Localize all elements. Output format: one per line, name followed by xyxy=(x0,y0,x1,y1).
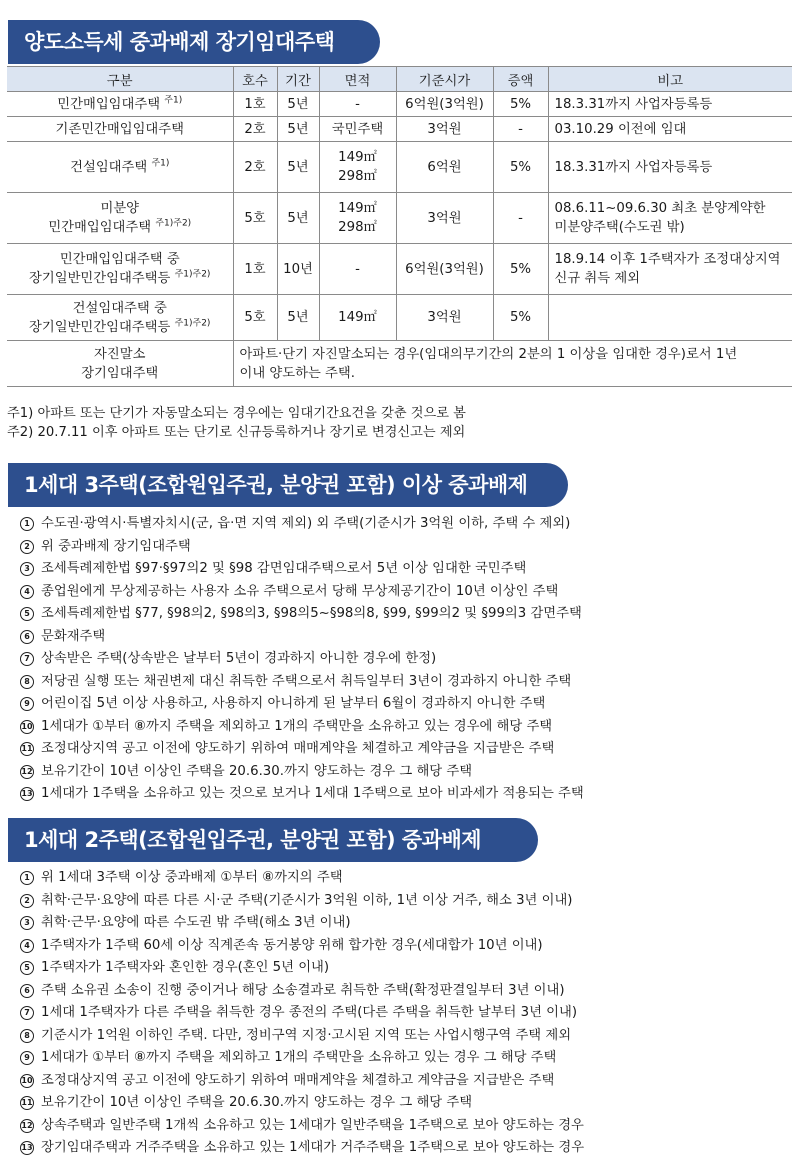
row-category xyxy=(7,92,233,117)
row-area: - xyxy=(319,244,396,295)
item-number-badge: 6 xyxy=(20,984,34,998)
list-item-text: 위 중과배제 장기임대주택 xyxy=(41,538,191,554)
list-item xyxy=(20,693,584,716)
row-standard-price: 6억원(3억원) xyxy=(396,244,493,295)
list-item xyxy=(20,558,584,581)
row-category-text: 민간매입임대주택 xyxy=(57,96,161,112)
list-item xyxy=(20,1137,584,1160)
list-item xyxy=(20,935,584,958)
list-item xyxy=(20,1092,584,1115)
list-item xyxy=(20,890,584,913)
item-number-badge: 4 xyxy=(20,585,34,599)
list-item xyxy=(20,1002,584,1025)
list-item-text: 보유기간이 10년 이상인 주택을 20.6.30.까지 양도하는 경우 그 해당 주택 xyxy=(41,1095,473,1110)
list-item xyxy=(20,1025,584,1048)
item-number-badge: 9 xyxy=(20,697,34,711)
list-item-text: 조정대상지역 공고 이전에 양도하기 위하여 매매계약을 체결하고 계약금을 지급받은 주택 xyxy=(41,1072,555,1088)
row-category-text: 건설임대주택 중 장기일반민간임대주택등 xyxy=(29,300,171,335)
row-footnote-ref: 주1)주2) xyxy=(155,218,192,229)
row-standard-price: 3억원 xyxy=(396,295,493,341)
row-period: 5년 xyxy=(277,117,319,142)
table-footnotes xyxy=(7,404,466,442)
row-period: 5년 xyxy=(277,193,319,244)
row-remark: 18.9.14 이후 1주택자가 조정대상지역 신규 취득 제외 xyxy=(548,244,792,295)
item-number-badge: 3 xyxy=(20,562,34,576)
row-category xyxy=(7,117,233,142)
table-row xyxy=(7,193,792,244)
list-item-text: 조세특례제한법 §97·§97의2 및 §98 감면임대주택으로서 5년 이상 임대한 국민주택 xyxy=(41,561,527,576)
list-item-text: 1세대가 1주택을 소유하고 있는 것으로 보거나 1세대 1주택으로 보아 비과세가 적용되는 주택 xyxy=(41,786,584,801)
row-increase: 5% xyxy=(493,92,548,117)
item-number-badge: 7 xyxy=(20,1006,34,1020)
list-item xyxy=(20,1047,584,1070)
row-description: 아파트·단기 자진말소되는 경우(임대의무기간의 2분의 1 이상을 임대한 경우)로서 1년 이내 양도하는 주택. xyxy=(233,341,792,387)
item-number-badge: 11 xyxy=(20,1096,34,1110)
header-count: 호수 xyxy=(233,67,277,92)
row-increase: 5% xyxy=(493,244,548,295)
list-item-text: 조정대상지역 공고 이전에 양도하기 위하여 매매계약을 체결하고 계약금을 지급받은 주택 xyxy=(41,741,555,756)
list-item-text: 종업원에게 무상제공하는 사용자 소유 주택으로서 당해 무상제공기간이 10년 이상인 주택 xyxy=(41,583,559,599)
header-increase: 증액 xyxy=(493,67,548,92)
table-row xyxy=(7,295,792,341)
row-period: 10년 xyxy=(277,244,319,295)
footnote-2: 주2) 20.7.11 이후 아파트 또는 단기로 신규등록하거나 장기로 변경신고는 제외 xyxy=(7,425,466,440)
list-item-text: 취학·근무·요양에 따른 다른 시·군 주택(기준시가 3억원 이하, 1년 이상 거주, 해소 3년 이내) xyxy=(41,892,573,908)
list-item-text: 조세특례제한법 §77, §98의2, §98의3, §98의5~§98의8, §99, §99의2 및 §99의3 감면주택 xyxy=(41,606,582,621)
section2-title: 1세대 3주택(조합원입주권, 분양권 포함) 이상 중과배제 xyxy=(8,463,568,507)
item-number-badge: 8 xyxy=(20,675,34,689)
item-number-badge: 5 xyxy=(20,961,34,975)
list-item-text: 기준시가 1억원 이하인 주택. 다만, 정비구역 지정·고시된 지역 또는 사업시행구역 주택 제외 xyxy=(41,1027,572,1043)
row-category: 자진말소 장기임대주택 xyxy=(7,341,233,387)
row-category-text: 민간매입임대주택 중 장기일반민간임대주택등 xyxy=(29,252,180,286)
list-item-text: 어린이집 5년 이상 사용하고, 사용하지 아니하게 된 날부터 6월이 경과하지 아니한 주택 xyxy=(41,696,546,711)
row-remark: 03.10.29 이전에 임대 xyxy=(548,117,792,142)
item-number-badge: 6 xyxy=(20,630,34,644)
row-count: 5호 xyxy=(233,295,277,341)
item-number-badge: 10 xyxy=(20,720,34,734)
list-item xyxy=(20,1070,584,1093)
row-count: 2호 xyxy=(233,142,277,193)
row-footnote-ref: 주1) xyxy=(164,95,183,106)
table-header-row xyxy=(7,67,792,92)
row-area: 149㎡ 298㎡ xyxy=(319,193,396,244)
list-item xyxy=(20,581,584,604)
row-period: 5년 xyxy=(277,92,319,117)
list-item-text: 장기임대주택과 거주주택을 소유하고 있는 1세대가 거주주택을 1주택으로 보아 양도하는 경우 xyxy=(41,1140,585,1155)
list-item-text: 1주택자가 1주택자와 혼인한 경우(혼인 5년 이내) xyxy=(41,960,330,975)
row-footnote-ref: 주1)주2) xyxy=(174,269,211,280)
list-item xyxy=(20,738,584,761)
item-number-badge: 2 xyxy=(20,540,34,554)
list-item xyxy=(20,761,584,784)
row-standard-price: 6억원 xyxy=(396,142,493,193)
row-area: 149㎡ 298㎡ xyxy=(319,142,396,193)
list-item xyxy=(20,912,584,935)
item-number-badge: 13 xyxy=(20,787,34,801)
row-category-text: 건설임대주택 xyxy=(70,159,148,175)
three-house-exclusion-list xyxy=(20,513,584,806)
row-footnote-ref: 주1) xyxy=(151,158,170,169)
item-number-badge: 1 xyxy=(20,517,34,531)
row-period: 5년 xyxy=(277,295,319,341)
row-standard-price: 6억원(3억원) xyxy=(396,92,493,117)
item-number-badge: 8 xyxy=(20,1029,34,1043)
item-number-badge: 7 xyxy=(20,652,34,666)
item-number-badge: 1 xyxy=(20,871,34,885)
list-item-text: 수도권·광역시·특별자치시(군, 읍·면 지역 제외) 외 주택(기준시가 3억원 이하, 주택 수 제외) xyxy=(41,516,571,531)
row-category xyxy=(7,193,233,244)
list-item xyxy=(20,716,584,739)
row-footnote-ref: 주1)주2) xyxy=(174,318,211,329)
list-item xyxy=(20,867,584,890)
row-category xyxy=(7,295,233,341)
row-area: 국민주택 xyxy=(319,117,396,142)
long-term-rental-table xyxy=(7,66,792,387)
row-increase: 5% xyxy=(493,295,548,341)
item-number-badge: 10 xyxy=(20,1074,34,1088)
item-number-badge: 3 xyxy=(20,916,34,930)
list-item-text: 취학·근무·요양에 따른 수도권 밖 주택(해소 3년 이내) xyxy=(41,915,351,930)
row-category-text: 기존민간매입임대주택 xyxy=(55,121,184,137)
row-remark: 18.3.31까지 사업자등록등 xyxy=(548,92,792,117)
list-item xyxy=(20,536,584,559)
row-category xyxy=(7,244,233,295)
row-remark xyxy=(548,295,792,341)
list-item-text: 문화재주택 xyxy=(41,628,106,644)
row-remark: 18.3.31까지 사업자등록등 xyxy=(548,142,792,193)
list-item-text: 1세대가 ①부터 ⑧까지 주택을 제외하고 1개의 주택만을 소유하고 있는 경우에 해당 주택 xyxy=(41,718,553,734)
list-item-text: 1세대 1주택자가 다른 주택을 취득한 경우 종전의 주택(다른 주택을 취득한 날부터 3년 이내) xyxy=(41,1005,578,1020)
item-number-badge: 12 xyxy=(20,765,34,779)
list-item xyxy=(20,671,584,694)
item-number-badge: 2 xyxy=(20,894,34,908)
row-count: 5호 xyxy=(233,193,277,244)
item-number-badge: 5 xyxy=(20,607,34,621)
item-number-badge: 11 xyxy=(20,742,34,756)
header-area: 면적 xyxy=(319,67,396,92)
row-area: 149㎡ xyxy=(319,295,396,341)
header-category: 구분 xyxy=(7,67,233,92)
table-row xyxy=(7,244,792,295)
list-item-text: 1세대가 ①부터 ⑧까지 주택을 제외하고 1개의 주택만을 소유하고 있는 경우 그 해당 주택 xyxy=(41,1050,557,1065)
item-number-badge: 13 xyxy=(20,1141,34,1155)
row-standard-price: 3억원 xyxy=(396,117,493,142)
header-period: 기간 xyxy=(277,67,319,92)
row-count: 1호 xyxy=(233,92,277,117)
list-item-text: 위 1세대 3주택 이상 중과배제 ①부터 ⑧까지의 주택 xyxy=(41,870,343,885)
header-remarks: 비고 xyxy=(548,67,792,92)
section1-title: 양도소득세 중과배제 장기임대주택 xyxy=(8,20,380,64)
row-count: 1호 xyxy=(233,244,277,295)
row-category-text: 미분양 민간매입임대주택 xyxy=(48,201,152,235)
table-row xyxy=(7,142,792,193)
list-item xyxy=(20,1115,584,1138)
list-item xyxy=(20,648,584,671)
item-number-badge: 4 xyxy=(20,939,34,953)
row-increase: 5% xyxy=(493,142,548,193)
row-category xyxy=(7,142,233,193)
row-count: 2호 xyxy=(233,117,277,142)
list-item-text: 상속받은 주택(상속받은 날부터 5년이 경과하지 아니한 경우에 한정) xyxy=(41,651,437,666)
item-number-badge: 12 xyxy=(20,1119,34,1133)
table-row xyxy=(7,117,792,142)
item-number-badge: 9 xyxy=(20,1051,34,1065)
two-house-exclusion-list xyxy=(20,867,584,1160)
list-item xyxy=(20,980,584,1003)
row-increase: - xyxy=(493,193,548,244)
list-item xyxy=(20,783,584,806)
list-item xyxy=(20,513,584,536)
list-item-text: 1주택자가 1주택 60세 이상 직계존속 동거봉양 위해 합가한 경우(세대합가 10년 이내) xyxy=(41,937,543,953)
table-row xyxy=(7,92,792,117)
footnote-1: 주1) 아파트 또는 단기가 자동말소되는 경우에는 임대기간요건을 갖춘 것으로 봄 xyxy=(7,406,466,421)
header-standard-price: 기준시가 xyxy=(396,67,493,92)
section3-title: 1세대 2주택(조합원입주권, 분양권 포함) 중과배제 xyxy=(8,818,538,862)
row-standard-price: 3억원 xyxy=(396,193,493,244)
list-item xyxy=(20,957,584,980)
list-item-text: 상속주택과 일반주택 1개씩 소유하고 있는 1세대가 일반주택을 1주택으로 보아 양도하는 경우 xyxy=(41,1117,584,1133)
list-item-text: 저당권 실행 또는 채권변제 대신 취득한 주택으로서 취득일부터 3년이 경과하지 아니한 주택 xyxy=(41,673,572,689)
row-increase: - xyxy=(493,117,548,142)
row-area: - xyxy=(319,92,396,117)
row-period: 5년 xyxy=(277,142,319,193)
list-item-text: 주택 소유권 소송이 진행 중이거나 해당 소송결과로 취득한 주택(확정판결일부터 3년 이내) xyxy=(41,982,565,998)
list-item xyxy=(20,603,584,626)
list-item-text: 보유기간이 10년 이상인 주택을 20.6.30.까지 양도하는 경우 그 해당 주택 xyxy=(41,763,473,779)
table-row-self-cancel xyxy=(7,341,792,387)
row-remark: 08.6.11~09.6.30 최초 분양계약한 미분양주택(수도권 밖) xyxy=(548,193,792,244)
list-item xyxy=(20,626,584,649)
